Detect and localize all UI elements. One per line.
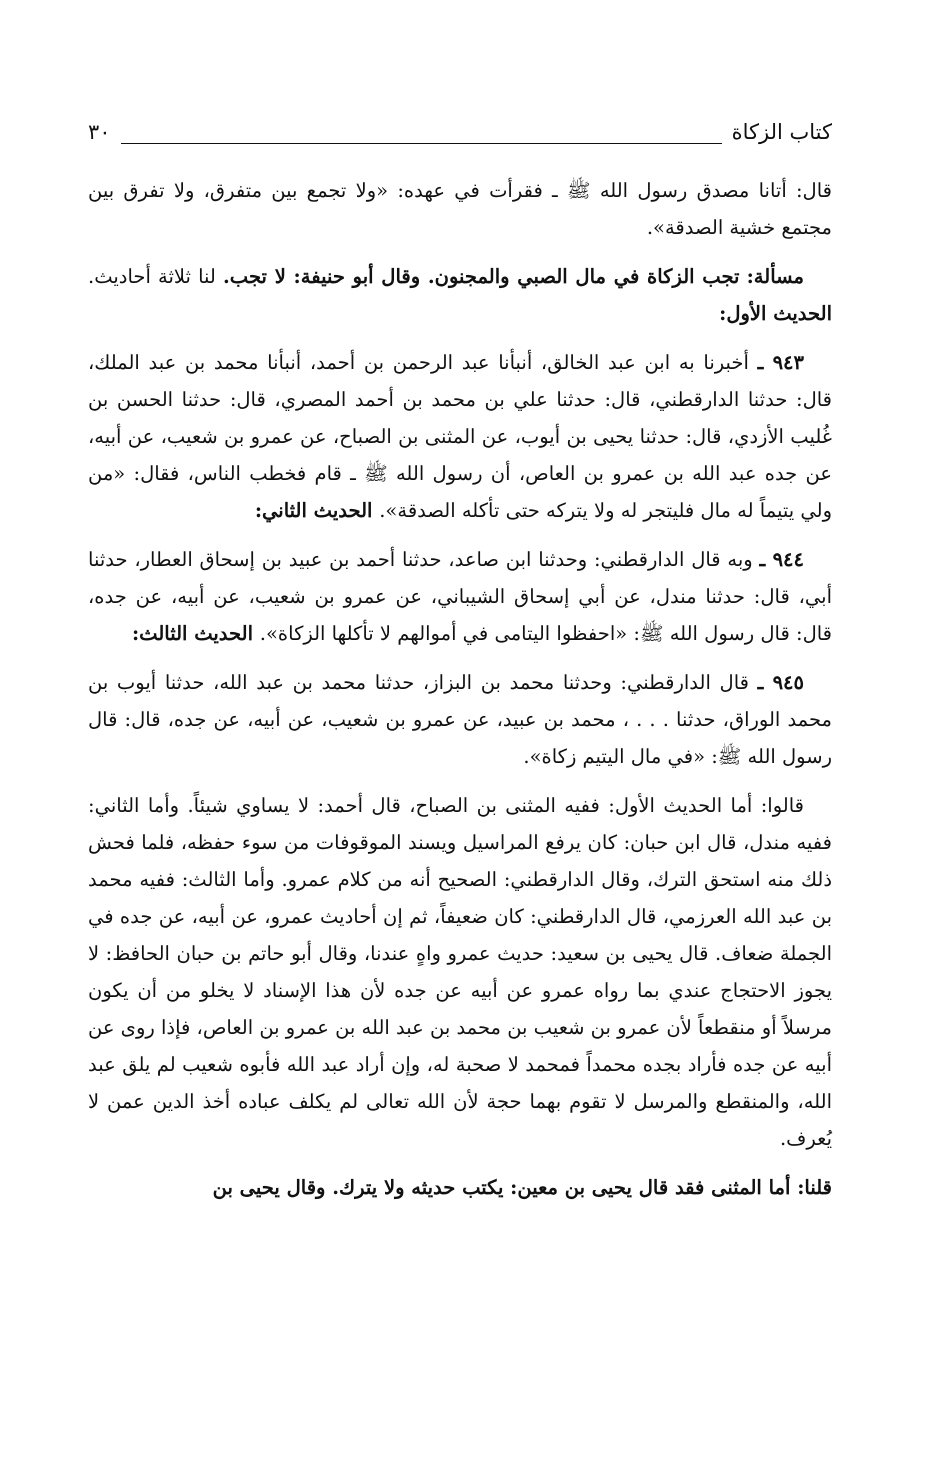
- page-number: ٣٠: [88, 120, 111, 144]
- hadith-944-text: وبه قال الدارقطني: وحدثنا ابن صاعد، حدثنا أحمد بن عبيد بن إسحاق العطار، حدثنا أبي، قال: حدثنا مندل، عن أبي إسحاق الشيباني، عن عمرو بن شعيب، عن أبيه، عن جده، قال: قال رسول الله ﷺ: «احفظوا اليتامى في أموالهم لا تأكلها الزكاة».: [88, 548, 832, 645]
- issue-label: مسألة:: [746, 265, 804, 288]
- issue-text: لنا ثلاثة أحاديث.: [88, 265, 224, 288]
- hadith-945: [88, 664, 832, 775]
- page-body: [88, 172, 832, 1218]
- response-text: قلنا: أما المثنى فقد قال يحيى بن معين: يكتب حديثه ولا يترك. وقال يحيى بن: [212, 1176, 832, 1199]
- header-rule: [121, 131, 722, 144]
- book-title: كتاب الزكاة: [731, 120, 832, 144]
- hadith-945-text: قال الدارقطني: وحدثنا محمد بن البزاز، حدثنا محمد بن عبد الله، حدثنا أيوب بن محمد الوراق، حدثنا . . . ، محمد بن عبيد، عن عمرو بن شعيب، عن أبيه، عن جده، قال: قال رسول الله ﷺ: «في مال اليتيم زكاة».: [88, 671, 832, 768]
- hadith-944: [88, 541, 832, 652]
- response-paragraph: [88, 1169, 832, 1206]
- issue-statement: تجب الزكاة في مال الصبي والمجنون. وقال أبو حنيفة: لا تجب.: [223, 265, 740, 288]
- heading-first-hadith: الحديث الأول:: [719, 302, 832, 325]
- objections-text: قالوا: أما الحديث الأول: ففيه المثنى بن الصباح، قال أحمد: لا يساوي شيئاً. وأما الثاني: ففيه مندل، قال ابن حبان: كان يرفع المراسيل ويسند الموقوفات من سوء حفظه، فلما فحش ذلك منه استحق الترك، وقال الدارقطني: الصحيح أنه من كلام عمرو. وأما الثالث: ففيه محمد بن عبد الله العرزمي، قال الدارقطني: كان ضعيفاً، ثم إن أحاديث عمرو، عن أبيه، عن جده في الجملة ضعاف. قال يحيى بن سعيد: حديث عمرو واهٍ عندنا، وقال أبو حاتم بن حبان الحافظ: لا يجوز الاحتجاج عندي بما رواه عمرو عن أبيه عن جده لأن هذا الإسناد لا يخلو من أن يكون مرسلاً أو منقطعاً لأن عمرو بن شعيب بن محمد بن عبد الله بن عمرو بن العاص، فإذا روى عن أبيه عن جده فأراد بجده محمداً فمحمد لا صحبة له، وإن أراد عبد الله فأبوه شعيب لم يلق عبد الله، والمنقطع والمرسل لا تقوم بهما حجة لأن الله تعالى لم يكلف عباده أخذ الدين عمن لا يُعرف.: [88, 794, 832, 1150]
- heading-third-hadith: الحديث الثالث:: [131, 622, 260, 645]
- hadith-943-number: ٩٤٣ ـ: [757, 351, 804, 374]
- hadith-943-text: أخبرنا به ابن عبد الخالق، أنبأنا عبد الرحمن بن أحمد، أنبأنا محمد بن عبد الملك، قال: حدثنا الدارقطني، قال: حدثنا علي بن محمد بن أحمد المصري، قال: حدثنا الحسن بن غُليب الأزدي، قال: حدثنا يحيى بن أيوب، عن المثنى بن الصباح، عن عمرو بن شعيب، عن أبيه، عن جده عبد الله بن عمرو بن العاص، أن رسول الله ﷺ ـ قام فخطب الناس، فقال: «من ولي يتيماً له مال فليتجر له ولا يتركه حتى تأكله الصدقة».: [88, 351, 832, 522]
- hadith-945-number: ٩٤٥ ـ: [757, 671, 804, 694]
- objections-paragraph: [88, 787, 832, 1157]
- issue-paragraph: [88, 258, 832, 332]
- page-header: [88, 110, 832, 144]
- paragraph-0-text: قال: أتانا مصدق رسول الله ﷺ ـ فقرأت في عهده: «ولا تجمع بين متفرق، ولا تفرق بين مجتمع خشية الصدقة».: [88, 179, 832, 239]
- hadith-943: [88, 344, 832, 529]
- hadith-944-number: ٩٤٤ ـ: [759, 548, 804, 571]
- heading-second-hadith: الحديث الثاني:: [254, 499, 380, 522]
- paragraph-0: [88, 172, 832, 246]
